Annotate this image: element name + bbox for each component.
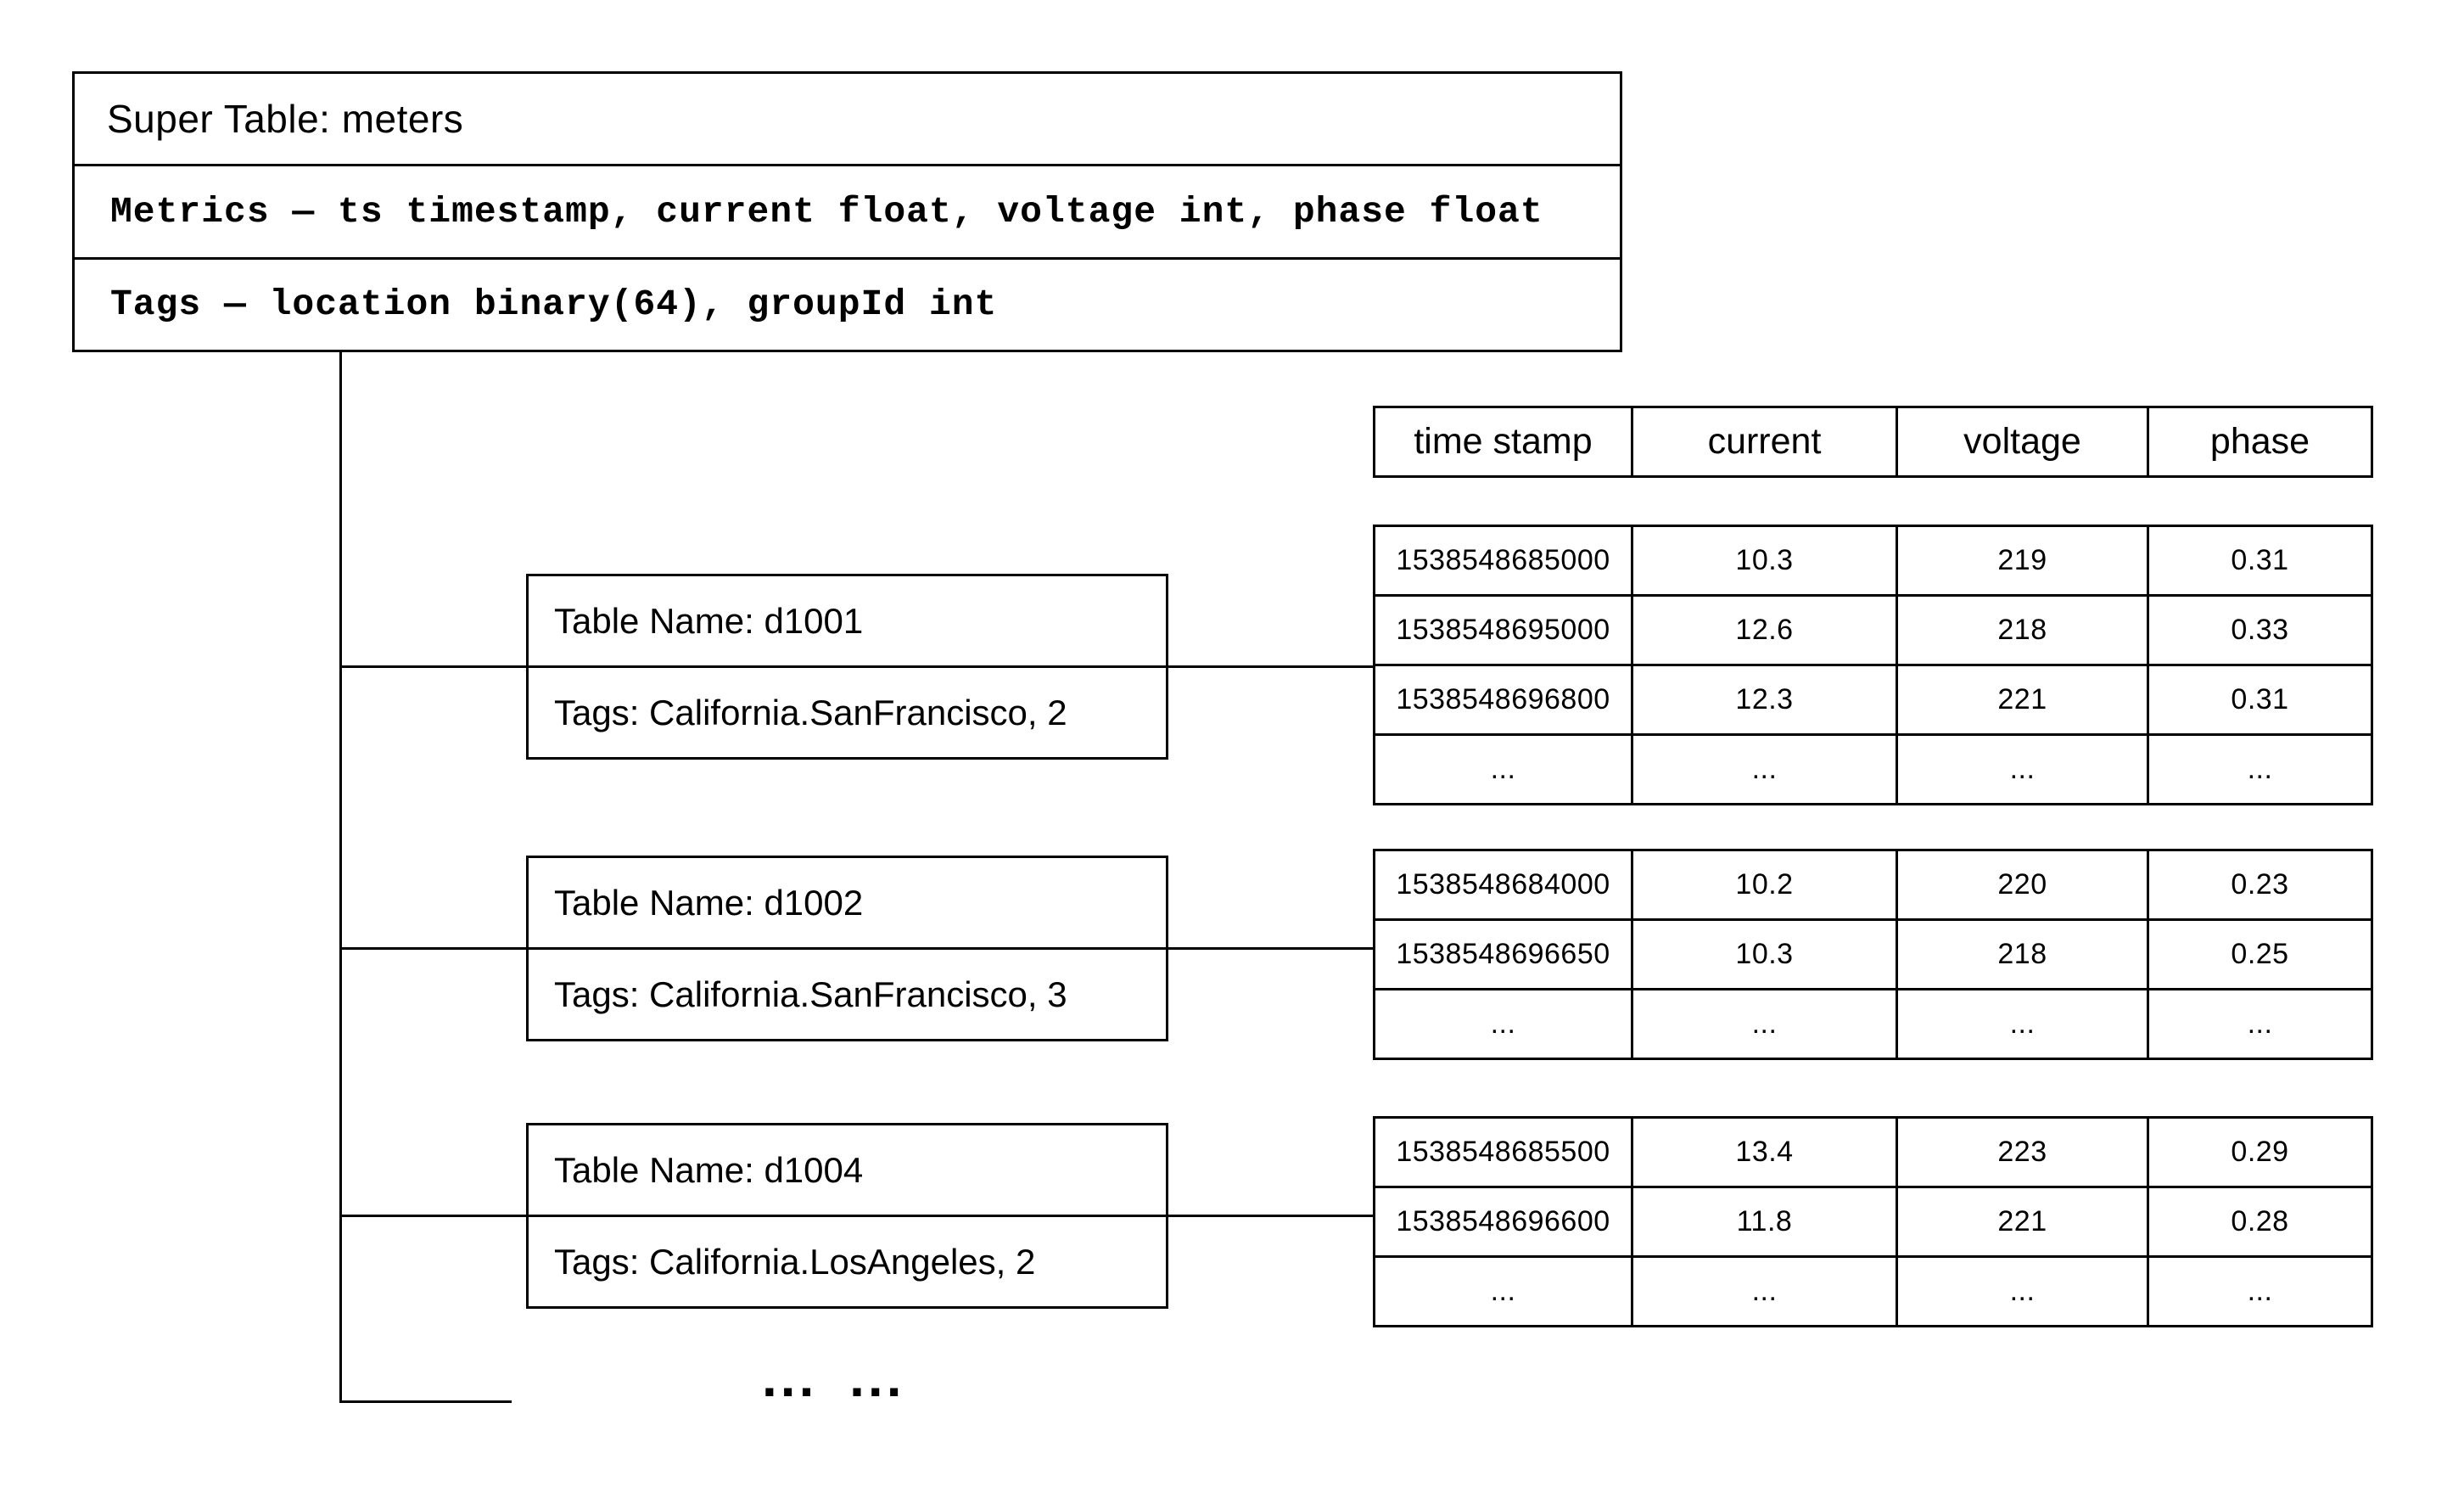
data-cell: ... bbox=[1375, 990, 1632, 1059]
column-header-voltage: voltage bbox=[1897, 407, 2148, 477]
device-name: Table Name: d1002 bbox=[554, 882, 864, 923]
data-cell: 10.2 bbox=[1632, 850, 1897, 920]
data-cell: 10.3 bbox=[1632, 526, 1897, 596]
data-cell: ... bbox=[1632, 735, 1897, 805]
device-box-d1004 bbox=[526, 1123, 1168, 1309]
super-table-box bbox=[72, 71, 1622, 352]
data-cell: 1538548695000 bbox=[1375, 596, 1632, 665]
device-name: Table Name: d1001 bbox=[554, 600, 864, 641]
connector-branch-d1001 bbox=[339, 665, 529, 668]
connector-link-d1002-data bbox=[1166, 947, 1375, 950]
table-row bbox=[1375, 596, 2372, 665]
more-tables-ellipsis: ... ... bbox=[762, 1347, 905, 1408]
connector-branch-d1002 bbox=[339, 947, 529, 950]
connector-branch-more bbox=[339, 1400, 512, 1403]
table-row bbox=[1375, 1118, 2372, 1187]
data-cell: ... bbox=[2148, 990, 2372, 1059]
device-tags: Tags: California.SanFrancisco, 2 bbox=[529, 665, 1166, 757]
column-header-timestamp: time stamp bbox=[1375, 407, 1632, 477]
data-cell: ... bbox=[1897, 990, 2148, 1059]
table-row bbox=[1375, 526, 2372, 596]
super-table-metrics: Metrics — ts timestamp, current float, voltage int, phase float bbox=[75, 164, 1620, 256]
connector-link-d1001-data bbox=[1166, 665, 1375, 668]
data-cell: 1538548684000 bbox=[1375, 850, 1632, 920]
data-cell: ... bbox=[1375, 1257, 1632, 1327]
data-cell: ... bbox=[1897, 1257, 2148, 1327]
data-cell: 221 bbox=[1897, 665, 2148, 735]
data-cell: 1538548696800 bbox=[1375, 665, 1632, 735]
table-row bbox=[1375, 1187, 2372, 1257]
data-cell: ... bbox=[1375, 735, 1632, 805]
data-cell: 10.3 bbox=[1632, 920, 1897, 990]
data-cell: 1538548696650 bbox=[1375, 920, 1632, 990]
super-table-tags: Tags — location binary(64), groupId int bbox=[75, 257, 1620, 350]
data-cell: 13.4 bbox=[1632, 1118, 1897, 1187]
data-cell: 0.31 bbox=[2148, 526, 2372, 596]
table-row-ellipsis bbox=[1375, 735, 2372, 805]
header-row bbox=[1375, 407, 2372, 477]
data-cell: 0.31 bbox=[2148, 665, 2372, 735]
data-cell: 221 bbox=[1897, 1187, 2148, 1257]
column-header-table bbox=[1373, 406, 2373, 478]
data-cell: ... bbox=[1632, 990, 1897, 1059]
data-cell: ... bbox=[1897, 735, 2148, 805]
data-cell: 11.8 bbox=[1632, 1187, 1897, 1257]
data-cell: 12.3 bbox=[1632, 665, 1897, 735]
data-cell: 218 bbox=[1897, 596, 2148, 665]
data-cell: 0.25 bbox=[2148, 920, 2372, 990]
connector-trunk-vertical bbox=[339, 350, 342, 1403]
super-table-title: Super Table: meters bbox=[107, 97, 464, 142]
data-cell: ... bbox=[2148, 735, 2372, 805]
data-cell: 0.28 bbox=[2148, 1187, 2372, 1257]
data-cell: 1538548696600 bbox=[1375, 1187, 1632, 1257]
data-cell: 220 bbox=[1897, 850, 2148, 920]
data-cell: 12.6 bbox=[1632, 596, 1897, 665]
table-row bbox=[1375, 665, 2372, 735]
data-table-d1004 bbox=[1373, 1116, 2373, 1327]
data-table-d1001 bbox=[1373, 525, 2373, 805]
data-cell: 1538548685000 bbox=[1375, 526, 1632, 596]
table-row-ellipsis bbox=[1375, 990, 2372, 1059]
table-row bbox=[1375, 850, 2372, 920]
data-cell: 0.33 bbox=[2148, 596, 2372, 665]
data-table-d1002 bbox=[1373, 849, 2373, 1060]
column-header-current: current bbox=[1632, 407, 1897, 477]
device-tags: Tags: California.SanFrancisco, 3 bbox=[529, 947, 1166, 1039]
table-row bbox=[1375, 920, 2372, 990]
device-tags: Tags: California.LosAngeles, 2 bbox=[529, 1215, 1166, 1306]
data-cell: 0.23 bbox=[2148, 850, 2372, 920]
data-cell: 1538548685500 bbox=[1375, 1118, 1632, 1187]
connector-branch-d1004 bbox=[339, 1215, 529, 1217]
connector-link-d1004-data bbox=[1166, 1215, 1375, 1217]
data-cell: ... bbox=[1632, 1257, 1897, 1327]
data-cell: 0.29 bbox=[2148, 1118, 2372, 1187]
data-cell: 218 bbox=[1897, 920, 2148, 990]
table-row-ellipsis bbox=[1375, 1257, 2372, 1327]
device-box-d1001 bbox=[526, 574, 1168, 760]
data-cell: ... bbox=[2148, 1257, 2372, 1327]
data-cell: 219 bbox=[1897, 526, 2148, 596]
column-header-phase: phase bbox=[2148, 407, 2372, 477]
device-name: Table Name: d1004 bbox=[554, 1149, 864, 1190]
device-box-d1002 bbox=[526, 856, 1168, 1041]
data-cell: 223 bbox=[1897, 1118, 2148, 1187]
